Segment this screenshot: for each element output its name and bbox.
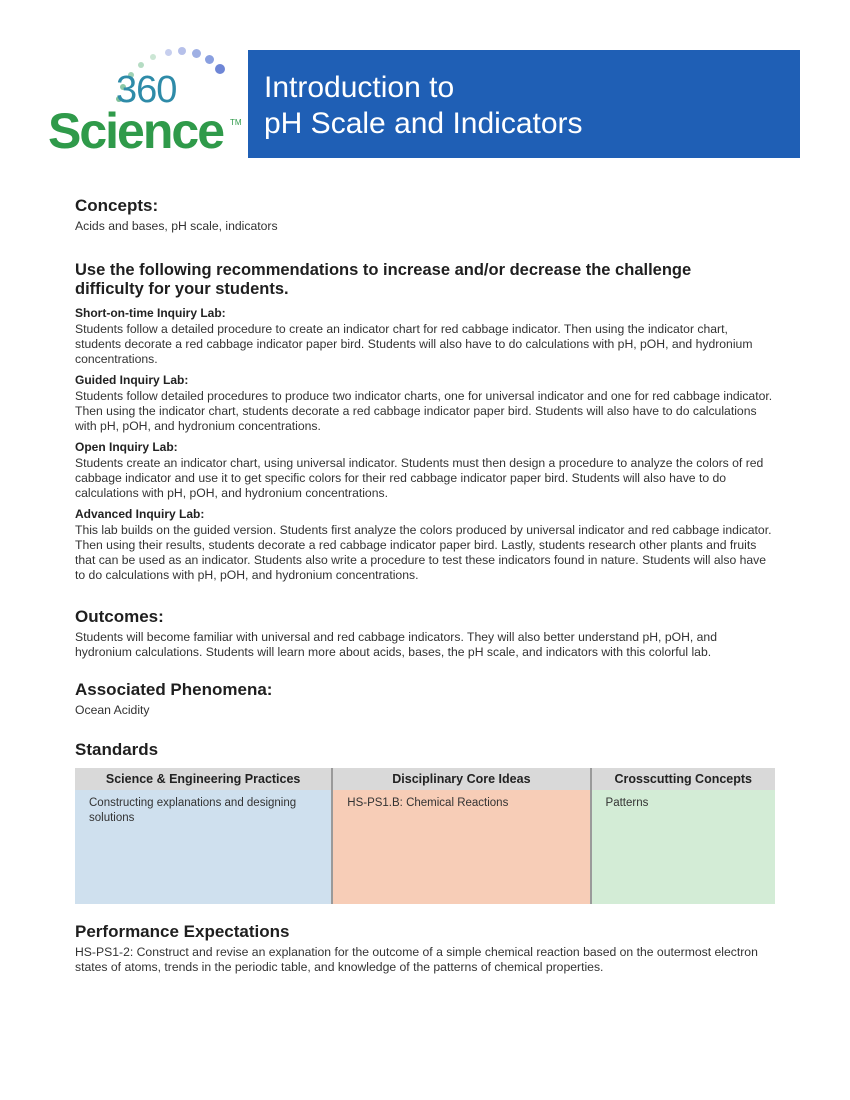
recommendations-heading-2: difficulty for your students. [75, 280, 289, 298]
standards-col-crosscutting [592, 768, 775, 904]
advanced-lab-text: This lab builds on the guided version. Students first analyze the colors produced by universal indicator and red cabbage indicator. Then using their results, students decorate a red cabbage indicator paper bird. Lastly, students research other plants and fruits that can be used as an indicator. Students also write a procedure to test these indicators found in nature. Students will also have to do calculations with pH, pOH, and hydronium concentrations. [75, 523, 772, 582]
open-lab-label: Open Inquiry Lab: [75, 440, 178, 454]
performance-text: HS-PS1-2: Construct and revise an explanation for the outcome of a simple chemical reaction based on the outermost electron states of atoms, trends in the periodic table, and knowledge of the patterns of chemical properties. [75, 945, 758, 974]
standards-table [75, 768, 775, 904]
advanced-lab-label: Advanced Inquiry Lab: [75, 507, 205, 521]
standards-cell-practices: Constructing explanations and designing solutions [89, 797, 297, 824]
title-line-1: Introduction to [264, 71, 455, 104]
performance-heading: Performance Expectations [75, 922, 290, 941]
logo-trademark: TM [230, 118, 242, 127]
short-lab-label: Short-on-time Inquiry Lab: [75, 306, 226, 320]
standards-header-practices: Science & Engineering Practices [75, 768, 331, 790]
phenomena-heading: Associated Phenomena: [75, 680, 273, 699]
document-body [75, 196, 775, 975]
standards-cell-core-ideas: HS-PS1.B: Chemical Reactions [347, 797, 509, 809]
title-banner [248, 50, 800, 158]
concepts-text: Acids and bases, pH scale, indicators [75, 219, 278, 233]
phenomena-text: Ocean Acidity [75, 703, 150, 717]
outcomes-text: Students will become familiar with universal and red cabbage indicators. They will also better understand pH, pOH, and hydronium calculations. Students will learn more about acids, bases, the pH scale, and indicators with this colorful lab. [75, 630, 717, 659]
standards-col-core-ideas [333, 768, 591, 904]
standards-header-core-ideas: Disciplinary Core Ideas [333, 768, 589, 790]
title-line-2: pH Scale and Indicators [264, 107, 583, 140]
science-360-logo [44, 44, 244, 164]
guided-lab-text: Students follow detailed procedures to produce two indicator charts, one for universal indicator and one for red cabbage indicator. Then using the indicator chart, students decorate a red cabbage indicator paper bird. Students will also have to do calculations with pH, pOH, and hydronium concentrations. [75, 389, 773, 433]
open-lab-text: Students create an indicator chart, using universal indicator. Students must then design a procedure to analyze the colors of red cabbage indicator and use it to get specific colors for their red cabbage indicator paper bird. Students will also have to do calculations with pH, pOH, and hydronium concentrations. [75, 456, 764, 500]
logo-word: Science [48, 103, 224, 159]
short-lab-text: Students follow a detailed procedure to create an indicator chart for red cabbage indicator. Then using the indicator chart, students decorate a red cabbage indicator paper bird. Students will also have to do calculations with pH, pOH, and hydronium concentrations. [75, 322, 753, 366]
standards-cell-crosscutting: Patterns [605, 797, 649, 809]
outcomes-heading: Outcomes: [75, 607, 164, 626]
standards-heading: Standards [75, 740, 159, 759]
recommendations-heading-1: Use the following recommendations to increase and/or decrease the challenge [75, 261, 692, 279]
standards-col-practices [75, 768, 333, 904]
concepts-heading: Concepts: [75, 196, 159, 215]
guided-lab-label: Guided Inquiry Lab: [75, 373, 189, 387]
logo-number: 360 [116, 69, 177, 111]
standards-header-crosscutting: Crosscutting Concepts [592, 768, 775, 790]
